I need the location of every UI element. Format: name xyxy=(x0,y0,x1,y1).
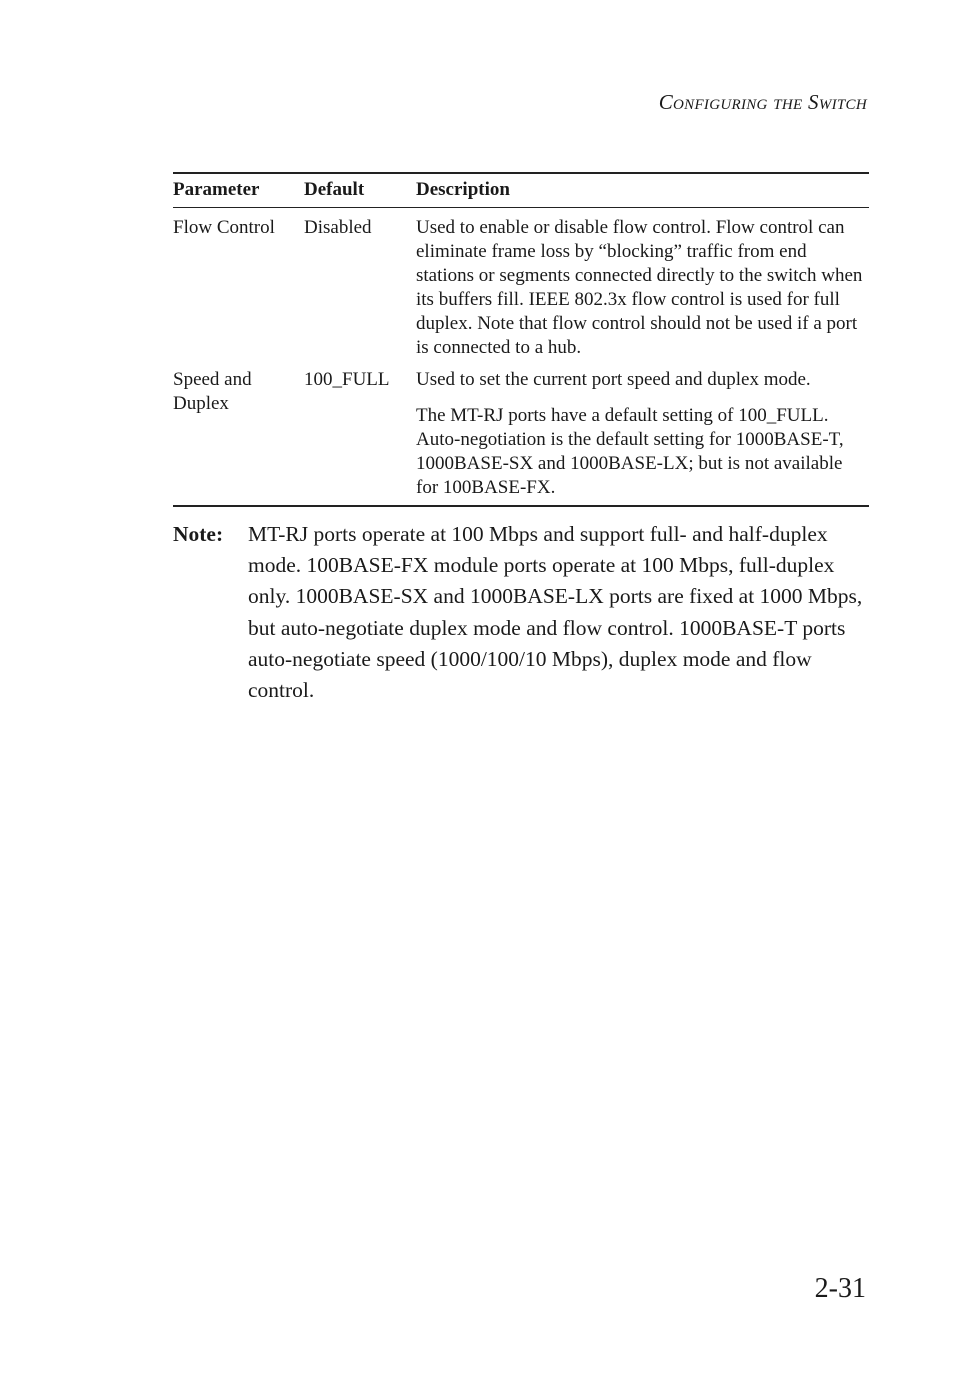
note-block xyxy=(173,519,873,706)
description-paragraph: Used to enable or disable flow control. Flow control can eliminate frame loss by “blocking” traffic from end stations or segments connected directly to the switch when its buffers fill. IEEE 802.3x flow control is used for full duplex. Note that flow control should not be used if a port is connected to a hub. xyxy=(416,217,863,358)
note-label: Note: xyxy=(173,522,224,546)
column-header-parameter: Parameter xyxy=(173,173,304,208)
page-number: 2-31 xyxy=(814,1273,866,1304)
description-paragraph: The MT-RJ ports have a default setting of 100_FULL. Auto-negotiation is the default setting for 1000BASE-T, 1000BASE-SX and 1000BASE-LX; but is not available for 100BASE-FX. xyxy=(416,405,844,498)
parameter-table xyxy=(173,172,869,507)
default-cell: 100_FULL xyxy=(304,360,416,506)
description-cell xyxy=(416,208,869,361)
default-cell: Disabled xyxy=(304,217,372,238)
parameter-cell: Speed and Duplex xyxy=(173,360,304,506)
description-paragraph: Used to set the current port speed and duplex mode. xyxy=(416,369,811,390)
description-cell xyxy=(416,360,869,506)
running-header: Configuring the Switch xyxy=(658,90,867,114)
note-text: MT-RJ ports operate at 100 Mbps and support full- and half-duplex mode. 100BASE-FX module ports operate at 100 Mbps, full-duplex only. 1000BASE-SX and 1000BASE-LX ports are fixed at 1000 Mbps, but auto-negotiate duplex mode and flow control. 1000BASE-T ports auto-negotiate speed (1000/100/10 Mbps), duplex mode and flow control. xyxy=(248,522,863,703)
table-row xyxy=(173,208,869,361)
parameter-cell: Flow Control xyxy=(173,217,275,238)
column-header-description: Description xyxy=(416,173,869,208)
table-row xyxy=(173,360,869,506)
column-header-default: Default xyxy=(304,173,416,208)
table-header-row xyxy=(173,173,869,208)
